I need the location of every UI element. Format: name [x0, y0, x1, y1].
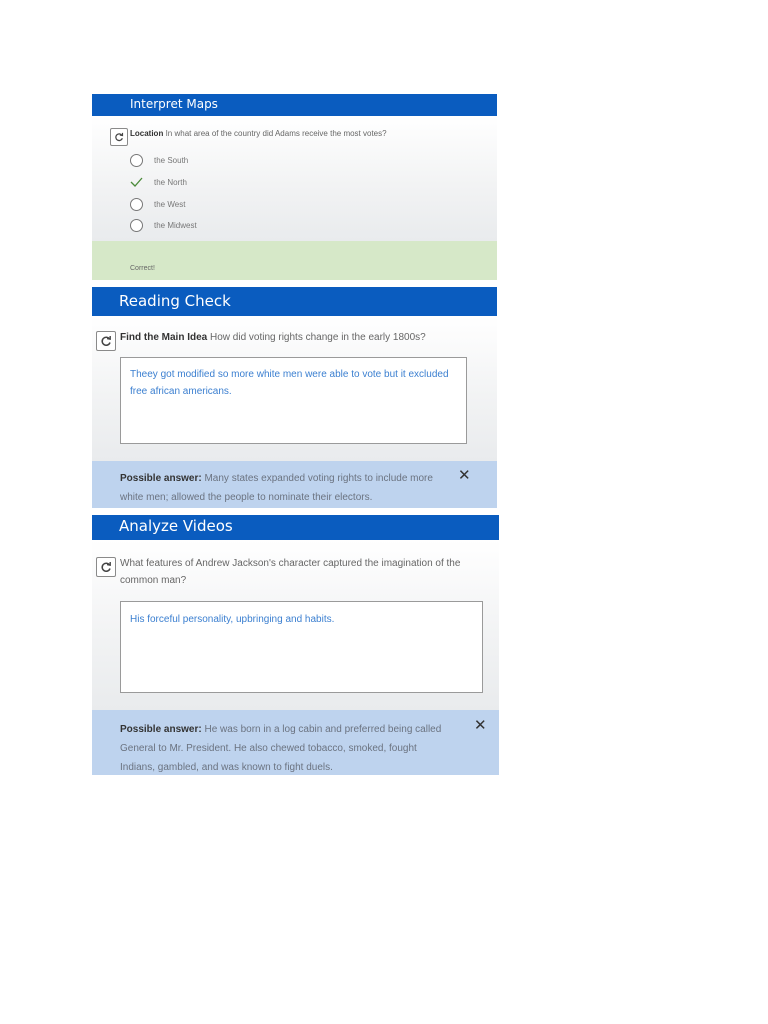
answer-textbox[interactable] [120, 601, 483, 693]
interpret-maps-title: Interpret Maps [130, 97, 218, 111]
possible-answer-text: Many states expanded voting rights to include more white men; allowed the people to nominate their electors. [120, 473, 433, 503]
question-text: What features of Andrew Jackson's character captured the imagination of the common man? [120, 558, 461, 586]
possible-answer-label: Possible answer: [120, 473, 202, 484]
question-label: Location [130, 129, 164, 138]
option-the-north[interactable] [130, 174, 187, 190]
analyze-videos-title: Analyze Videos [119, 517, 233, 535]
option-label: the South [154, 155, 189, 165]
interpret-maps-question [130, 125, 490, 142]
reset-button[interactable] [96, 331, 116, 351]
feedback-text: Correct! [130, 265, 155, 272]
option-the-south[interactable] [130, 152, 189, 168]
reading-check-header [92, 287, 497, 316]
reset-icon [100, 561, 112, 573]
question-text: In what area of the country did Adams receive the most votes? [163, 129, 387, 138]
reading-check-question [120, 329, 490, 346]
possible-answer-box [92, 710, 499, 775]
reset-button[interactable] [110, 128, 128, 146]
option-label: the North [154, 177, 187, 187]
answer-text: Theey got modified so more white men were able to vote but it excluded free african americans. [130, 369, 449, 397]
possible-answer-box [92, 461, 497, 508]
reset-icon [100, 335, 112, 347]
option-label: the West [154, 199, 186, 209]
question-text: How did voting rights change in the early 1800s? [207, 332, 426, 343]
radio-button[interactable] [130, 198, 143, 211]
answer-textbox[interactable] [120, 357, 467, 444]
option-the-west[interactable] [130, 196, 186, 212]
possible-answer-label: Possible answer: [120, 724, 202, 735]
analyze-videos-header [92, 515, 499, 540]
possible-answer-text: He was born in a log cabin and preferred being called General to Mr. President. He also chewed tobacco, smoked, fought Indians, gambled, and was known to fight duels. [120, 724, 442, 773]
analyze-videos-question [120, 555, 470, 589]
option-the-midwest[interactable] [130, 217, 197, 233]
reset-icon [114, 132, 124, 142]
radio-button[interactable] [130, 219, 143, 232]
close-icon[interactable]: ✕ [458, 467, 471, 484]
correct-feedback [92, 241, 497, 280]
radio-button[interactable] [130, 154, 143, 167]
checkmark-icon [130, 176, 143, 188]
question-label: Find the Main Idea [120, 332, 208, 343]
interpret-maps-header [92, 94, 497, 116]
option-label: the Midwest [154, 220, 197, 230]
reset-button[interactable] [96, 557, 116, 577]
answer-text: His forceful personality, upbringing and habits. [130, 614, 335, 625]
close-icon[interactable]: ✕ [474, 717, 487, 734]
reading-check-title: Reading Check [119, 292, 231, 310]
